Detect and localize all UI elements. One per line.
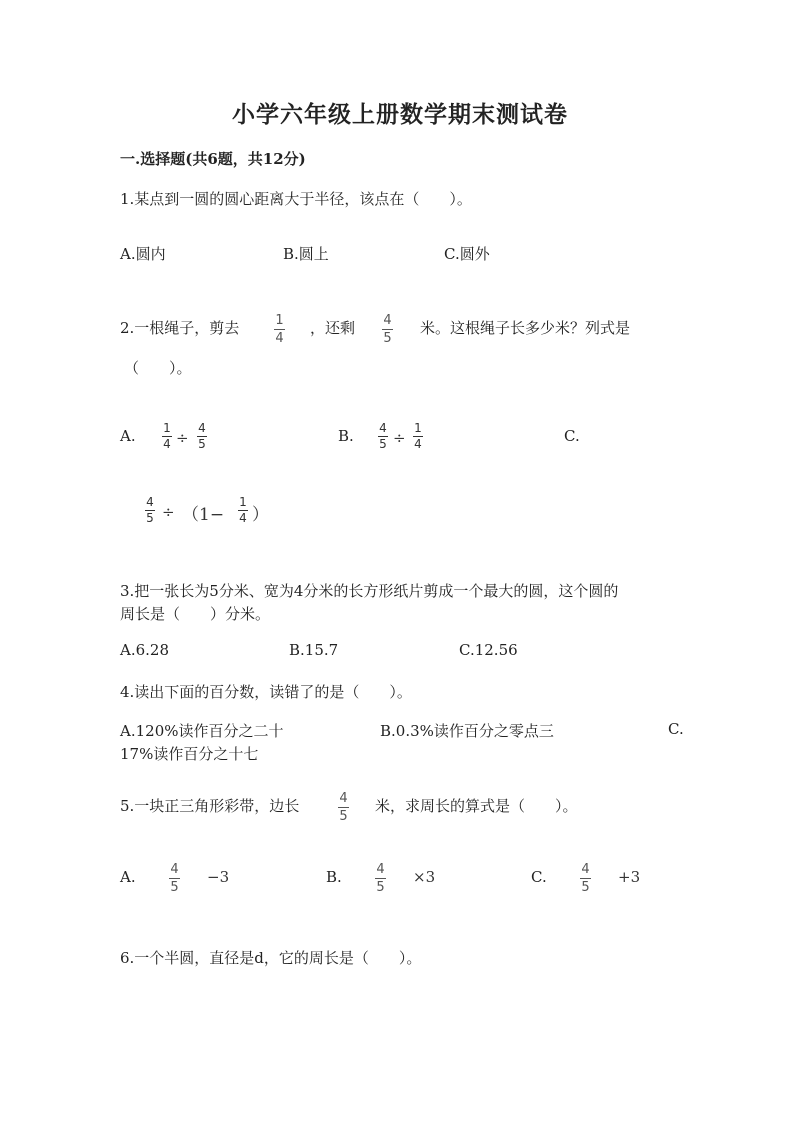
question-1-option-a: A.圆内 bbox=[120, 245, 166, 263]
question-1-option-b: B.圆上 bbox=[283, 245, 329, 263]
question-3-option-c: C.12.56 bbox=[459, 641, 518, 659]
question-2-option-c-fraction-1 bbox=[145, 496, 155, 525]
question-5-option-b-label: B. bbox=[326, 868, 342, 886]
question-6-stem: 6.一个半圆，直径是d，它的周长是（ ）。 bbox=[120, 949, 422, 967]
fraction-bar bbox=[169, 878, 180, 879]
question-3-stem-line-2: 周长是（ ）分米。 bbox=[120, 605, 271, 623]
question-5-option-a-operator: −3 bbox=[207, 868, 230, 886]
fraction-denominator: 4 bbox=[163, 437, 171, 451]
fraction-denominator: 5 bbox=[198, 437, 206, 451]
fraction-bar bbox=[382, 329, 393, 330]
fraction-bar bbox=[338, 807, 349, 808]
question-4-option-b: B.0.3%读作百分之零点三 bbox=[380, 722, 554, 740]
fraction-numerator: 4 bbox=[198, 421, 206, 435]
question-5-option-c-operator: +3 bbox=[618, 868, 641, 886]
fraction-bar bbox=[375, 878, 386, 879]
fraction-numerator: 1 bbox=[275, 313, 284, 328]
fraction-bar bbox=[580, 878, 591, 879]
question-2-option-c-paren: （1− bbox=[182, 505, 225, 525]
question-2-stem-part-1: 2.一根绳子，剪去 bbox=[120, 319, 240, 337]
fraction-numerator: 4 bbox=[376, 862, 385, 877]
question-2-option-b-operator: ÷ bbox=[393, 429, 406, 447]
question-2-stem-part-2: ，还剩 bbox=[310, 319, 356, 337]
fraction-denominator: 4 bbox=[239, 511, 247, 525]
fraction-numerator: 1 bbox=[239, 495, 247, 509]
fraction-numerator: 4 bbox=[581, 862, 590, 877]
question-4-option-c: 17%读作百分之十七 bbox=[120, 745, 259, 763]
fraction-numerator: 4 bbox=[146, 495, 154, 509]
question-4-option-a: A.120%读作百分之二十 bbox=[120, 722, 284, 740]
question-3-stem-line-1: 3.把一张长为5分米、宽为4分米的长方形纸片剪成一个最大的圆，这个圆的 bbox=[120, 582, 619, 600]
fraction-numerator: 4 bbox=[379, 421, 387, 435]
question-2-option-b-fraction-2 bbox=[413, 422, 423, 451]
question-2-option-a-operator: ÷ bbox=[176, 429, 189, 447]
page-title: 小学六年级上册数学期末测试卷 bbox=[232, 101, 568, 128]
fraction-numerator: 4 bbox=[383, 313, 392, 328]
fraction-denominator: 5 bbox=[383, 331, 392, 346]
question-4-option-c-label: C. bbox=[668, 720, 684, 738]
question-2-option-b-label: B. bbox=[338, 427, 354, 445]
question-5-option-a-fraction bbox=[169, 862, 180, 895]
fraction-denominator: 5 bbox=[146, 511, 154, 525]
question-5-stem-part-1: 5.一块正三角形彩带，边长 bbox=[120, 797, 300, 815]
question-5-fraction-side bbox=[338, 791, 349, 824]
fraction-denominator: 5 bbox=[379, 437, 387, 451]
question-2-option-c-operator: ÷ bbox=[162, 503, 175, 521]
question-2-option-c-label: C. bbox=[564, 427, 580, 445]
question-2-option-c-close-paren: ） bbox=[252, 505, 269, 525]
fraction-denominator: 5 bbox=[170, 880, 179, 895]
question-2-stem-part-3: 米。这根绳子长多少米？列式是 bbox=[420, 319, 631, 337]
fraction-numerator: 1 bbox=[163, 421, 171, 435]
question-1-option-c: C.圆外 bbox=[444, 245, 490, 263]
fraction-denominator: 5 bbox=[339, 809, 348, 824]
fraction-denominator: 4 bbox=[414, 437, 422, 451]
fraction-bar bbox=[274, 329, 285, 330]
question-2-option-a-fraction-1 bbox=[162, 422, 172, 451]
question-2-option-b-fraction-1 bbox=[378, 422, 388, 451]
section-heading: 一.选择题(共6题，共12分) bbox=[120, 150, 306, 168]
question-2-fraction-cut bbox=[274, 313, 285, 346]
question-5-option-c-label: C. bbox=[531, 868, 547, 886]
question-2-stem-part-4: （ ）。 bbox=[124, 359, 192, 377]
question-1-stem: 1.某点到一圆的圆心距离大于半径，该点在（ ）。 bbox=[120, 190, 472, 208]
fraction-numerator: 1 bbox=[414, 421, 422, 435]
question-3-option-b: B.15.7 bbox=[289, 641, 339, 659]
question-3-option-a: A.6.28 bbox=[120, 641, 169, 659]
fraction-denominator: 4 bbox=[275, 331, 284, 346]
fraction-numerator: 4 bbox=[339, 791, 348, 806]
question-5-option-b-fraction bbox=[375, 862, 386, 895]
question-2-option-c-fraction-2 bbox=[238, 496, 248, 525]
fraction-denominator: 5 bbox=[376, 880, 385, 895]
fraction-numerator: 4 bbox=[170, 862, 179, 877]
question-2-option-a-fraction-2 bbox=[197, 422, 207, 451]
question-4-stem: 4.读出下面的百分数，读错了的是（ ）。 bbox=[120, 683, 412, 701]
question-5-option-a-label: A. bbox=[120, 868, 136, 886]
fraction-denominator: 5 bbox=[581, 880, 590, 895]
question-5-option-c-fraction bbox=[580, 862, 591, 895]
question-2-option-a-label: A. bbox=[120, 427, 136, 445]
question-5-option-b-operator: ×3 bbox=[413, 868, 436, 886]
question-5-stem-part-2: 米，求周长的算式是（ ）。 bbox=[375, 797, 578, 815]
question-2-fraction-left bbox=[382, 313, 393, 346]
